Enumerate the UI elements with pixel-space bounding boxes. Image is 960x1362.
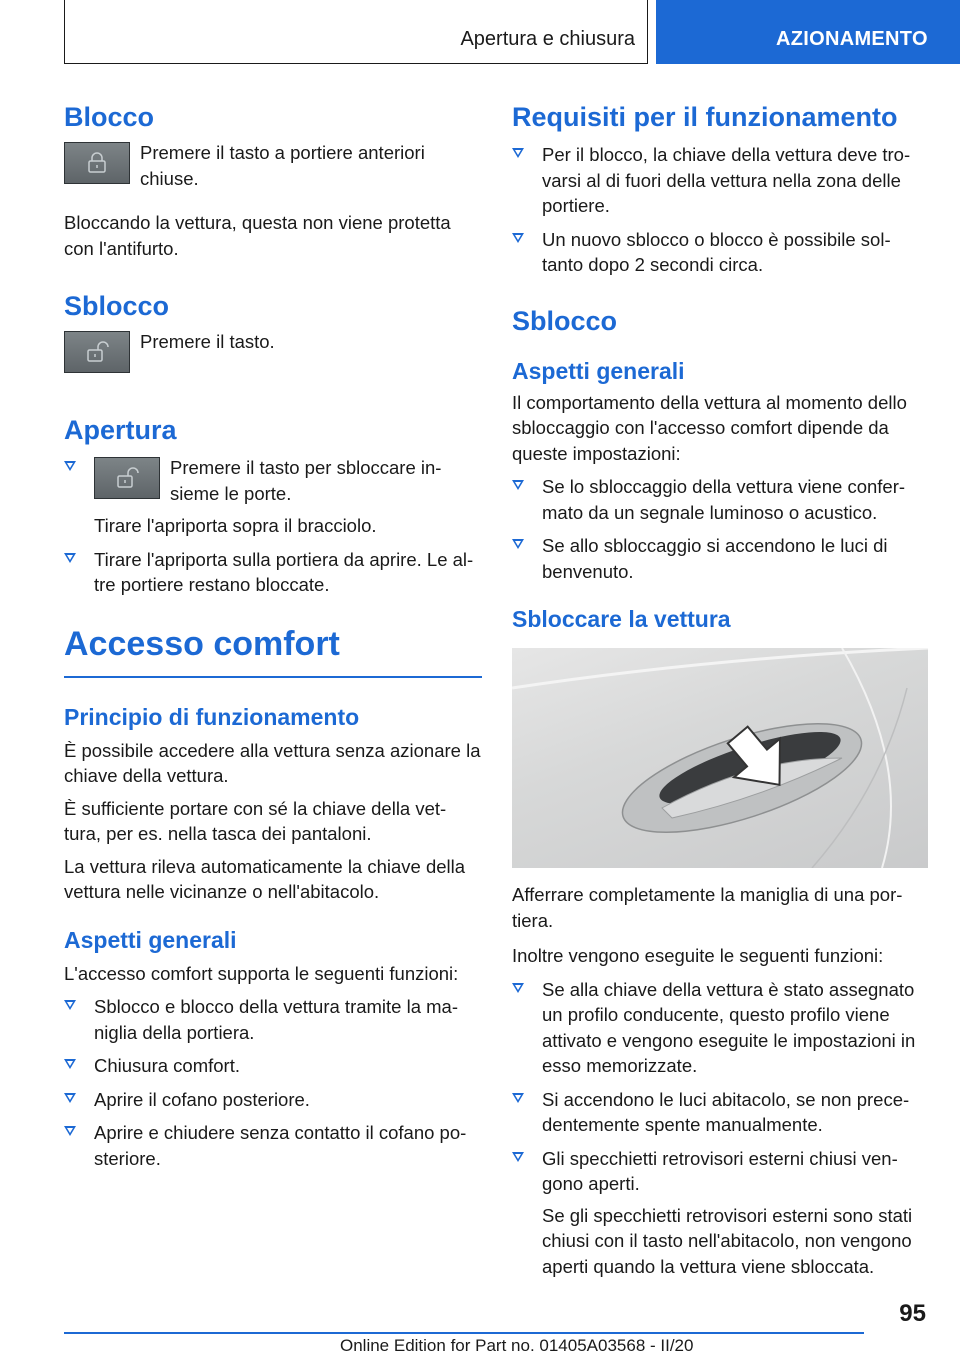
bullet-triangle-icon — [512, 1093, 524, 1103]
sblocco-intro: Il comportamento della vettura al momento dello sbloccaggio con l'accesso comfort dipende da queste impostazioni: — [512, 391, 907, 464]
list-item: Gli specchietti retrovisori esterni chiusi ven-gono aperti. Se gli specchietti retrovisori esterni sono stati chiusi con il tasto nell'abitacolo, non vengono aperti quando la vettura viene sbloccata. — [512, 1146, 928, 1280]
heading-sblocco-right: Sblocco — [512, 305, 618, 336]
requisiti-list — [512, 142, 928, 278]
principio-p2: È sufficiente portare con sé la chiave della vet-tura, per es. nella tasca dei pantaloni. — [64, 797, 447, 844]
page-number: 95 — [899, 1300, 926, 1327]
unlock-icon — [117, 467, 139, 489]
bullet-triangle-icon — [512, 539, 524, 549]
principio-p3: La vettura rileva automaticamente la chiave della vettura nelle vicinanze o nell'abitacolo. — [64, 855, 466, 902]
sblocco-row — [64, 329, 482, 391]
list-item: Se lo sbloccaggio della vettura viene confer-mato da un segnale luminoso o acustico. — [512, 474, 928, 525]
chapter-tab — [656, 0, 960, 64]
blocco-instruction: Premere il tasto a portiere anteriori chiuse. — [140, 142, 425, 189]
sbloccare-item3-follow: Se gli specchietti retrovisori esterni sono stati chiusi con il tasto nell'abitacolo, non vengono aperti quando la vettura viene sbloccata. — [542, 1204, 913, 1277]
heading-sbloccare-vettura: Sbloccare la vettura — [512, 606, 731, 632]
bullet-triangle-icon — [64, 1093, 76, 1103]
apertura-list — [64, 455, 482, 598]
bullet-triangle-icon — [64, 461, 76, 471]
list-item: Se alla chiave della vettura è stato assegnato un profilo conducente, questo profilo viene attivato e vengono eseguite le impostazioni in esso memorizzate. — [512, 977, 928, 1079]
right-column — [512, 100, 928, 1279]
heading-apertura: Apertura — [64, 415, 177, 445]
apertura-item2: Tirare l'apriporta sulla portiera da aprire. Le al-tre portiere restano bloccate. — [94, 548, 474, 595]
bullet-triangle-icon — [64, 1126, 76, 1136]
unlock-icon — [87, 341, 109, 363]
edition-note: Online Edition for Part no. 01405A03568 - II/20 — [340, 1336, 694, 1355]
bullet-triangle-icon — [512, 233, 524, 243]
list-item: Per il blocco, la chiave della vettura deve tro-varsi al di fuori della vettura nella zona delle portiere. — [512, 142, 928, 219]
blocco-row — [64, 140, 482, 202]
bullet-triangle-icon — [512, 983, 524, 993]
footer-divider — [64, 1332, 864, 1334]
apertura-item1-text: Premere il tasto per sbloccare in-sieme le porte. — [170, 457, 442, 504]
left-column — [64, 100, 482, 1171]
door-handle-photo — [512, 648, 928, 868]
list-item — [64, 455, 482, 539]
list-item — [64, 547, 482, 598]
list-item: Chiusura comfort. — [64, 1053, 482, 1079]
sblocco-list — [512, 474, 928, 584]
aspetti-intro: L'accesso comfort supporta le seguenti funzioni: — [64, 962, 459, 984]
bullet-triangle-icon — [512, 480, 524, 490]
sblocco-instruction: Premere il tasto. — [140, 331, 275, 352]
sbloccare-list — [512, 977, 928, 1280]
unlock-button-image — [64, 331, 130, 373]
lock-button-image — [64, 142, 130, 184]
list-item: Aprire il cofano posteriore. — [64, 1087, 482, 1113]
lock-icon — [87, 152, 107, 174]
apertura-item1-follow: Tirare l'apriporta sopra il bracciolo. — [94, 515, 377, 536]
principio-p1: È possibile accedere alla vettura senza azionare la chiave della vettura. — [64, 739, 481, 786]
bullet-triangle-icon — [512, 1152, 524, 1162]
bullet-triangle-icon — [64, 553, 76, 563]
sbloccare-caption: Afferrare completamente la maniglia di una por-tiera. — [512, 884, 903, 931]
heading-principio: Principio di funzionamento — [64, 703, 360, 730]
heading-aspetti-generali: Aspetti generali — [64, 926, 237, 953]
bullet-triangle-icon — [512, 148, 524, 158]
sbloccare-intro: Inoltre vengono eseguite le seguenti funzioni: — [512, 945, 884, 966]
heading-sblocco: Sblocco — [64, 291, 170, 321]
list-item: Si accendono le luci abitacolo, se non prece-dentemente spente manualmente. — [512, 1087, 928, 1138]
list-item: Sblocco e blocco della vettura tramite la ma-niglia della portiera. — [64, 994, 482, 1045]
chapter-title: AZIONAMENTO — [776, 28, 928, 50]
functions-list — [64, 994, 482, 1171]
section-title: Apertura e chiusura — [460, 28, 635, 50]
header-section-box — [64, 0, 648, 64]
heading-blocco: Blocco — [64, 102, 155, 132]
heading-requisiti: Requisiti per il funzionamento — [512, 102, 898, 132]
heading-aspetti-generali-right: Aspetti generali — [512, 357, 685, 384]
unlock-button-image — [94, 457, 160, 499]
list-item: Aprire e chiudere senza contatto il cofano po-steriore. — [64, 1120, 482, 1171]
bullet-triangle-icon — [64, 1000, 76, 1010]
door-handle-illustration — [512, 648, 928, 868]
list-item: Un nuovo sblocco o blocco è possibile sol-tanto dopo 2 secondi circa. — [512, 227, 928, 278]
bullet-triangle-icon — [64, 1059, 76, 1069]
blocco-note: Bloccando la vettura, questa non viene protetta con l'antifurto. — [64, 212, 451, 259]
list-item: Se allo sbloccaggio si accendono le luci di benvenuto. — [512, 533, 928, 584]
heading-accesso-comfort: Accesso comfort — [64, 624, 340, 663]
section-divider — [64, 676, 482, 678]
